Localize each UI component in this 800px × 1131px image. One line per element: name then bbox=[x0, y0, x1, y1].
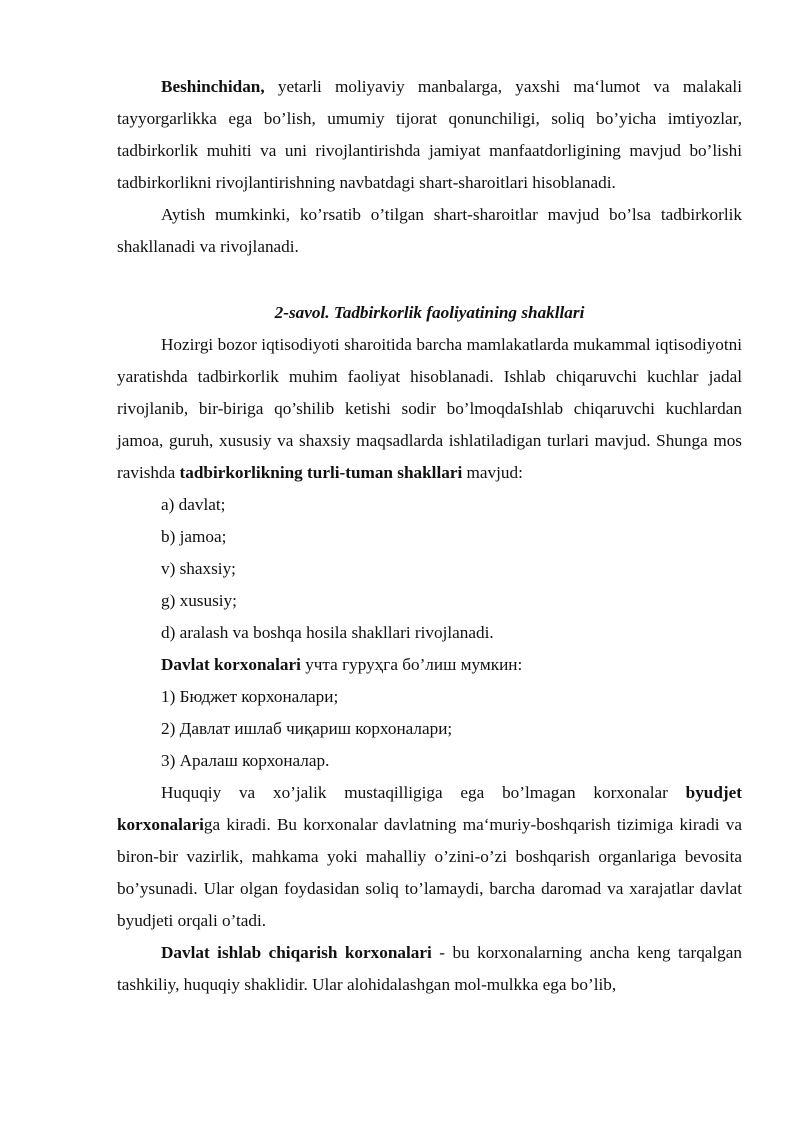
section-heading: 2-savol. Tadbirkorlik faoliyatining shakllari bbox=[274, 303, 585, 322]
list-item-groups: 1) Бюджет корхоналари; bbox=[161, 687, 339, 706]
list-item-forms: v) shaxsiy; bbox=[161, 559, 236, 578]
paragraph-intro-forms bbox=[117, 329, 742, 489]
paragraph-budget-enterprises bbox=[117, 777, 742, 937]
list-item-forms: g) xususiy; bbox=[161, 591, 237, 610]
paragraph-tail: mavjud: bbox=[462, 463, 523, 482]
paragraph-state-enterprises bbox=[117, 649, 742, 681]
paragraph-text: Hozirgi bozor iqtisodiyoti sharoitida barcha mamlakatlarda mukammal iqtisodiyotni yaratishda tadbirkorlik muhim faoliyat hisoblanadi. Ishlab chiqaruvchi kuchlar jadal rivojlanib, bir-biriga qo’shilib ketishi sodir bo’lmoqdaIshlab chiqaruvchi kuchlardan jamoa, guruh, xususiy va shaxsiy maqsadlarda ishlatiladigan turlari mavjud. Shunga mos ravishda bbox=[117, 335, 742, 482]
paragraph-conclusion: Aytish mumkinki, ko’rsatib o’tilgan shart-sharoitlar mavjud bo’lsa tadbirkorlik shakllanadi va rivojlanadi. bbox=[117, 205, 742, 256]
list-item-groups: 2) Давлат ишлаб чиқариш корхоналари; bbox=[161, 719, 453, 738]
spacer bbox=[117, 263, 742, 275]
paragraph-text: yetarli moliyaviy manbalarga, yaxshi maʻlumot va malakali tayyorgarlikka ega bo’lish, umumiy tijorat qonunchiligi, soliq bo’yicha imtiyozlar, tadbirkorlik muhiti va uni rivojlantirishda jamiyat manfaatdorligining mavjud bo’lishi tadbirkorlikni rivojlantirishning navbatdagi shart-sharoitlari hisoblanadi. bbox=[117, 77, 742, 192]
paragraph-fifth-condition bbox=[117, 71, 742, 199]
list-item-forms: a) davlat; bbox=[161, 495, 226, 514]
list-item-forms: d) aralash va boshqa hosila shakllari rivojlanadi. bbox=[161, 623, 494, 642]
paragraph-text: Huquqiy va xo’jalik mustaqilligiga ega bo’lmagan korxonalar bbox=[161, 783, 686, 802]
paragraph-bold-term: tadbirkorlikning turli-tuman shakllari bbox=[179, 463, 463, 482]
paragraph-tail: ga kiradi. Bu korxonalar davlatning maʻmuriy-boshqarish tizimiga kiradi va biron-bir vazirlik, mahkama yoki mahalliy o’zini-o’zi boshqarish organlariga bevosita bo’ysunadi. Ular olgan foydasidan soliq to’lamaydi, barcha daromad va xarajatlar davlat byudjeti orqali o’tadi. bbox=[117, 815, 742, 930]
paragraph-production-enterprises bbox=[117, 937, 742, 1001]
list-item-groups: 3) Аралаш корхоналар. bbox=[161, 751, 330, 770]
paragraph-bold-term: Davlat ishlab chiqarish korxonalari bbox=[161, 943, 432, 962]
paragraph-lead-bold: Beshinchidan, bbox=[161, 77, 265, 96]
list-item-forms: b) jamoa; bbox=[161, 527, 227, 546]
paragraph-text: - bu korxonalarning ancha keng tarqalgan tashkiliy, huquqiy shaklidir. Ular alohidalashgan mol-mulkka ega bo’lib, bbox=[117, 943, 743, 994]
paragraph-text: учта гуруҳга бо’лиш мумкин: bbox=[300, 655, 523, 674]
paragraph-bold-term: byudjet korxonalari bbox=[117, 783, 742, 834]
paragraph-bold-term: Davlat korxonalari bbox=[161, 655, 301, 674]
